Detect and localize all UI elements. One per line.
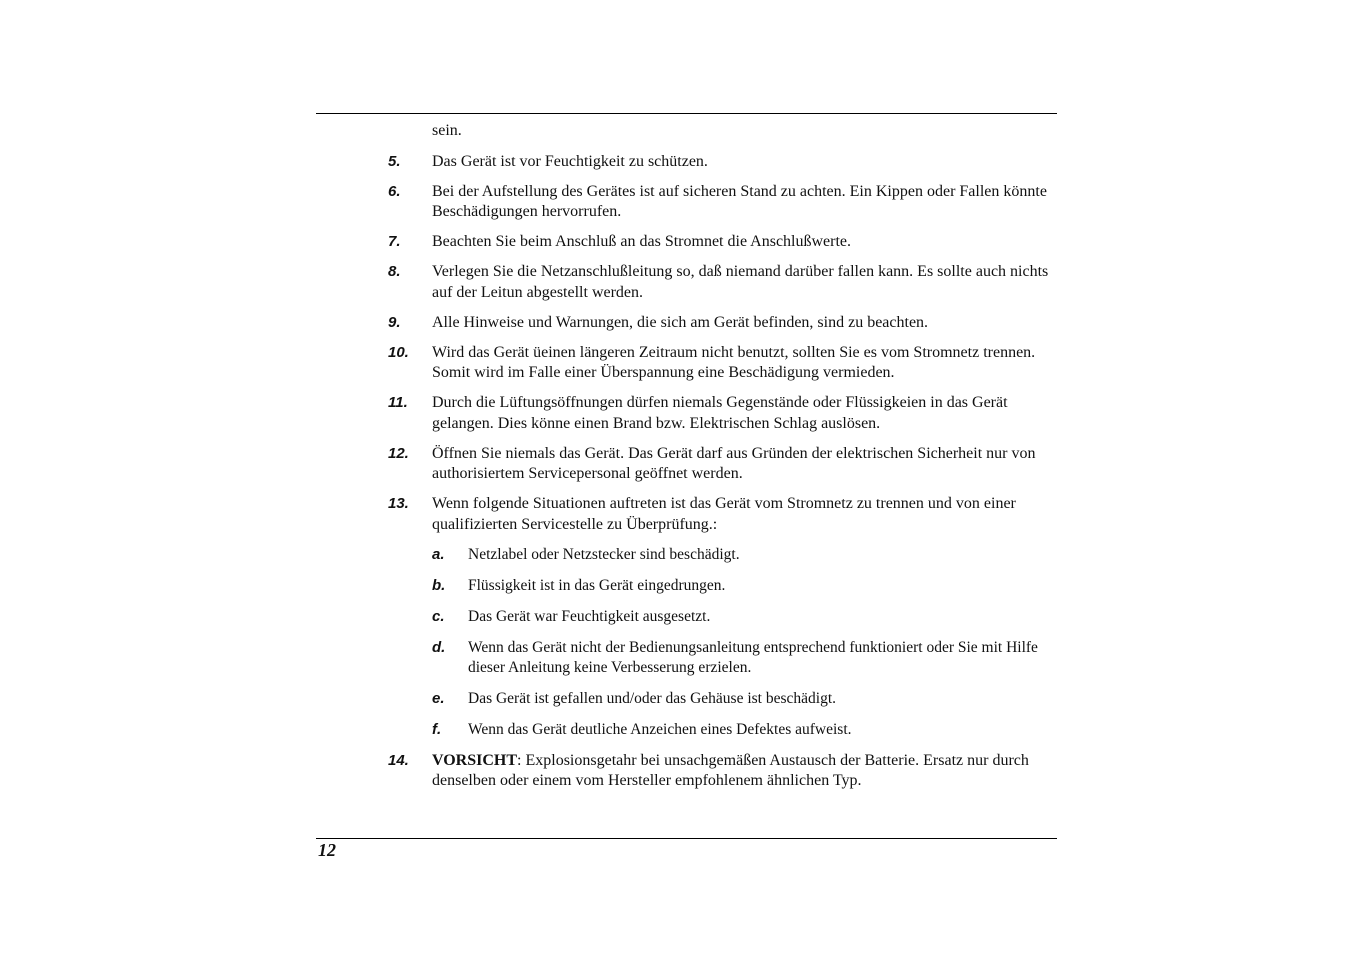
sub-list-item xyxy=(316,607,1057,627)
sub-list-item xyxy=(316,576,1057,596)
header-rule xyxy=(316,113,1057,114)
sub-list-item xyxy=(316,720,1057,740)
item-text: Bei der Aufstellung des Gerätes ist auf sicheren Stand zu achten. Ein Kippen oder Fallen könnte Beschädigungen hervorrufen. xyxy=(432,182,1047,220)
sub-item-text: Wenn das Gerät nicht der Bedienungsanleitung entsprechend funktioniert oder Sie mit Hilfe dieser Anleitung keine Verbesserung erzielen. xyxy=(468,638,1038,676)
list-item xyxy=(316,262,1057,303)
item-number: 9. xyxy=(388,313,401,331)
item-number: 11. xyxy=(388,394,408,411)
sub-item-text: Das Gerät war Feuchtigkeit ausgesetzt. xyxy=(468,607,711,625)
page-number: 12 xyxy=(318,840,336,860)
item-number: 7. xyxy=(388,233,401,250)
item-number: 14. xyxy=(388,751,409,769)
footer-rule xyxy=(316,838,1057,839)
item-text: Verlegen Sie die Netzanschlußleitung so, daß niemand darüber fallen kann. Es sollte auch nichts auf der Leitun abgestellt werden. xyxy=(432,263,1049,301)
item-number: 8. xyxy=(388,263,401,280)
list-item xyxy=(316,313,1057,334)
sub-item-text: Netzlabel oder Netzstecker sind beschädigt. xyxy=(468,545,740,563)
item-text: Wird das Gerät üeinen längeren Zeitraum nicht benutzt, sollten Sie es vom Stromnetz trennen. Somit wird im Falle einer Überspannung eine Beschädigung vermieden. xyxy=(432,343,1036,381)
sub-item-text: Flüssigkeit ist in das Gerät eingedrungen. xyxy=(468,576,726,594)
item-number: 5. xyxy=(388,152,401,170)
list-item xyxy=(316,393,1057,434)
item-text: Durch die Lüftungsöffnungen dürfen niemals Gegenstände oder Flüssigkeien in das Gerät gelangen. Dies könne einen Brand bzw. Elektrischen Schlag auslösen. xyxy=(432,394,1008,432)
continuation-text: sein. xyxy=(432,122,462,139)
list-item xyxy=(316,232,1057,253)
list-item xyxy=(316,444,1057,485)
item-number: 6. xyxy=(388,182,401,200)
item-text: Das Gerät ist vor Feuchtigkeit zu schützen. xyxy=(432,152,708,170)
sub-item-letter: e. xyxy=(432,689,445,707)
sub-item-text: Wenn das Gerät deutliche Anzeichen eines Defektes aufweist. xyxy=(468,720,852,738)
item-number: 12. xyxy=(388,444,409,462)
sub-list-item xyxy=(316,545,1057,565)
item-number: 10. xyxy=(388,343,409,361)
sub-item-text: Das Gerät ist gefallen und/oder das Gehäuse ist beschädigt. xyxy=(468,689,837,707)
item-text: Alle Hinweise und Warnungen, die sich am Gerät befinden, sind zu beachten. xyxy=(432,313,929,331)
item-number: 13. xyxy=(388,495,409,512)
warning-label: VORSICHT xyxy=(432,751,518,769)
list-item xyxy=(316,343,1057,384)
item-text: Beachten Sie beim Anschluß an das Stromnet die Anschlußwerte. xyxy=(432,233,852,250)
list-item xyxy=(316,494,1057,535)
page-content xyxy=(316,121,1057,801)
sub-item-letter: c. xyxy=(432,607,445,625)
sub-item-letter: f. xyxy=(432,720,442,738)
list-item xyxy=(316,152,1057,173)
item-text: : Explosionsgetahr bei unsachgemäßen Austausch der Batterie. Ersatz nur durch denselben oder einem vom Hersteller empfohlenem ähnlichen Typ. xyxy=(432,751,1029,789)
item-text: Wenn folgende Situationen auftreten ist das Gerät vom Stromnetz zu trennen und von einer qualifizierten Servicestelle zu Überprüfung.: xyxy=(432,495,1016,533)
sub-item-letter: a. xyxy=(432,545,445,563)
list-item xyxy=(316,182,1057,223)
sub-list-item xyxy=(316,689,1057,709)
item-text: Öffnen Sie niemals das Gerät. Das Gerät darf aus Gründen der elektrischen Sicherheit nur von authorisiertem Servicepersonal geöffnet werden. xyxy=(432,444,1036,482)
sub-item-letter: b. xyxy=(432,576,446,594)
sub-item-letter: d. xyxy=(432,638,446,656)
list-item xyxy=(316,751,1057,792)
sub-list-item xyxy=(316,638,1057,678)
